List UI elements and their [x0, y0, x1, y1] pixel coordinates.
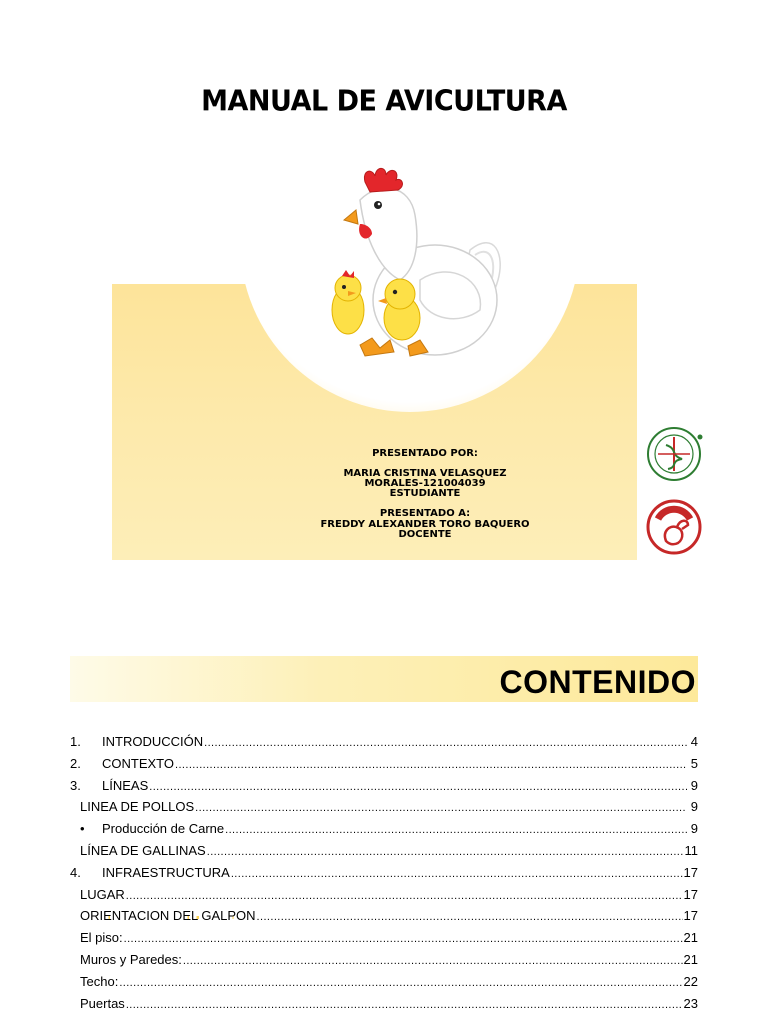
toc-leader — [231, 865, 683, 880]
author-name: MARIA CRISTINA VELASQUEZ — [343, 468, 507, 479]
toc-entry[interactable] — [70, 778, 698, 800]
toc-page: 9 — [690, 799, 698, 815]
toc-label: LINEA DE POLLOS — [80, 799, 195, 815]
toc-label: Techo: — [80, 973, 119, 989]
toc-page: 5 — [690, 755, 698, 771]
toc-leader — [204, 734, 687, 749]
toc-page: 21 — [683, 951, 698, 967]
toc-page: 11 — [684, 842, 698, 858]
toc-entry[interactable] — [70, 799, 698, 821]
toc-page: 4 — [690, 734, 698, 749]
toc-entry[interactable] — [70, 974, 698, 996]
toc-leader — [225, 821, 687, 836]
teacher-role: DOCENTE — [398, 529, 452, 540]
toc-leader — [126, 996, 683, 1011]
faculty-seal-logo — [644, 425, 704, 483]
toc-page: 21 — [683, 930, 698, 946]
toc-label: INFRAESTRUCTURA — [102, 864, 230, 880]
toc-entry[interactable] — [70, 756, 698, 778]
toc-entry[interactable] — [70, 908, 698, 930]
toc-number: 3. — [70, 777, 81, 793]
presented-by-label: PRESENTADO POR: — [372, 448, 478, 459]
table-of-contents — [70, 734, 698, 1017]
toc-label: Producción de Carne — [102, 821, 225, 837]
toc-label: CONTEXTO — [102, 755, 174, 771]
toc-entry[interactable] — [70, 952, 698, 974]
toc-page: 17 — [683, 864, 698, 880]
author-code: MORALES-121004039 — [364, 478, 486, 489]
toc-leader — [149, 778, 687, 793]
toc-entry[interactable] — [70, 821, 698, 843]
hen-with-chicks-illustration — [320, 160, 510, 370]
toc-leader — [126, 887, 683, 902]
toc-leader — [183, 952, 683, 967]
toc-entry[interactable] — [70, 843, 698, 865]
toc-entry[interactable] — [70, 887, 698, 909]
toc-label: Puertas — [80, 995, 125, 1011]
bullet-icon: • — [80, 821, 85, 837]
toc-entry[interactable] — [70, 996, 698, 1018]
toc-number: 1. — [70, 734, 81, 749]
toc-label: El piso: — [80, 930, 123, 946]
toc-leader — [195, 799, 687, 814]
toc-leader — [124, 930, 683, 945]
toc-page: 9 — [690, 821, 698, 837]
toc-number: 4. — [70, 864, 81, 880]
toc-label: Muros y Paredes: — [80, 951, 182, 967]
toc-leader — [119, 974, 682, 989]
toc-number: 2. — [70, 755, 81, 771]
toc-leader — [207, 843, 684, 858]
contents-heading: CONTENIDO — [499, 664, 696, 700]
toc-label: LÍNEAS — [102, 777, 149, 793]
teacher-name: FREDDY ALEXANDER TORO BAQUERO — [320, 519, 530, 530]
unillanos-logo — [644, 497, 704, 557]
toc-leader — [175, 756, 687, 771]
toc-label: INTRODUCCIÓN — [102, 734, 204, 749]
toc-label: LÍNEA DE GALLINAS — [80, 842, 206, 858]
author-role: ESTUDIANTE — [389, 488, 461, 499]
toc-page: 22 — [683, 973, 698, 989]
toc-entry[interactable] — [70, 930, 698, 952]
presented-to-label: PRESENTADO A: — [379, 508, 471, 519]
toc-label: LUGAR — [80, 886, 125, 902]
toc-entry[interactable] — [70, 734, 698, 756]
toc-page: 23 — [683, 995, 698, 1011]
toc-page: 17 — [683, 886, 698, 902]
toc-page: 9 — [690, 777, 698, 793]
document-title: MANUAL DE AVICULTURA — [201, 85, 567, 118]
toc-entry[interactable] — [70, 865, 698, 887]
toc-leader — [257, 908, 683, 923]
toc-label: ORIENTACION DEL GALPON — [80, 908, 256, 924]
toc-page: 17 — [683, 908, 698, 924]
